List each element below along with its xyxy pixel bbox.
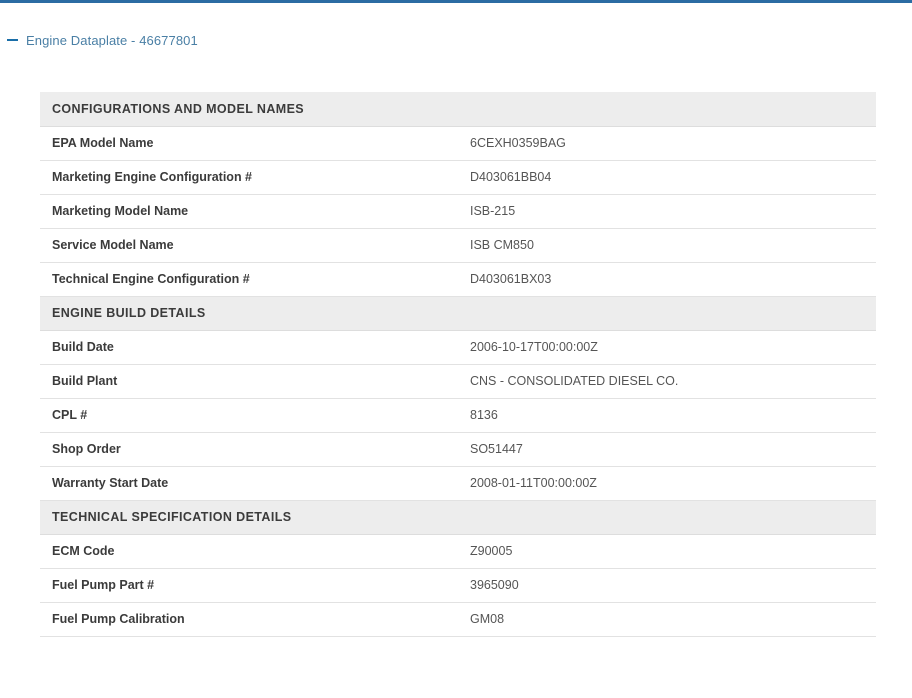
table-row: [40, 228, 876, 262]
dataplate-table-body: [40, 92, 876, 636]
section-header-row: [40, 92, 876, 126]
row-label: Build Date: [40, 330, 458, 364]
row-label: CPL #: [40, 398, 458, 432]
row-value: 3965090: [458, 568, 876, 602]
section-header-label: ENGINE BUILD DETAILS: [40, 296, 876, 330]
row-value: D403061BX03: [458, 262, 876, 296]
row-label: Service Model Name: [40, 228, 458, 262]
row-value: 2008-01-11T00:00:00Z: [458, 466, 876, 500]
table-row: [40, 364, 876, 398]
dataplate-table: [40, 92, 876, 637]
row-label: Fuel Pump Part #: [40, 568, 458, 602]
table-row: [40, 432, 876, 466]
table-row: [40, 398, 876, 432]
dataplate-table-container: [40, 92, 876, 637]
dataplate-panel-header[interactable]: [0, 26, 912, 54]
row-label: ECM Code: [40, 534, 458, 568]
section-header-row: [40, 296, 876, 330]
row-value: D403061BB04: [458, 160, 876, 194]
row-value: 8136: [458, 398, 876, 432]
section-header-label: TECHNICAL SPECIFICATION DETAILS: [40, 500, 876, 534]
table-row: [40, 262, 876, 296]
row-value: ISB-215: [458, 194, 876, 228]
row-label: Marketing Engine Configuration #: [40, 160, 458, 194]
table-row: [40, 160, 876, 194]
row-value: 2006-10-17T00:00:00Z: [458, 330, 876, 364]
row-value: SO51447: [458, 432, 876, 466]
row-value: GM08: [458, 602, 876, 636]
row-label: Build Plant: [40, 364, 458, 398]
minus-icon[interactable]: [6, 33, 20, 47]
row-value: ISB CM850: [458, 228, 876, 262]
row-label: EPA Model Name: [40, 126, 458, 160]
row-value: 6CEXH0359BAG: [458, 126, 876, 160]
page-bottom-padding: [0, 668, 912, 698]
row-label: Marketing Model Name: [40, 194, 458, 228]
row-label: Shop Order: [40, 432, 458, 466]
row-label: Technical Engine Configuration #: [40, 262, 458, 296]
table-row: [40, 466, 876, 500]
table-row: [40, 602, 876, 636]
row-label: Fuel Pump Calibration: [40, 602, 458, 636]
table-row: [40, 126, 876, 160]
section-header-row: [40, 500, 876, 534]
top-accent-rule: [0, 0, 912, 3]
row-value: CNS - CONSOLIDATED DIESEL CO.: [458, 364, 876, 398]
row-label: Warranty Start Date: [40, 466, 458, 500]
page-title: Engine Dataplate - 46677801: [26, 32, 198, 48]
row-value: Z90005: [458, 534, 876, 568]
table-row: [40, 194, 876, 228]
section-header-label: CONFIGURATIONS AND MODEL NAMES: [40, 92, 876, 126]
table-row: [40, 534, 876, 568]
table-row: [40, 330, 876, 364]
table-row: [40, 568, 876, 602]
